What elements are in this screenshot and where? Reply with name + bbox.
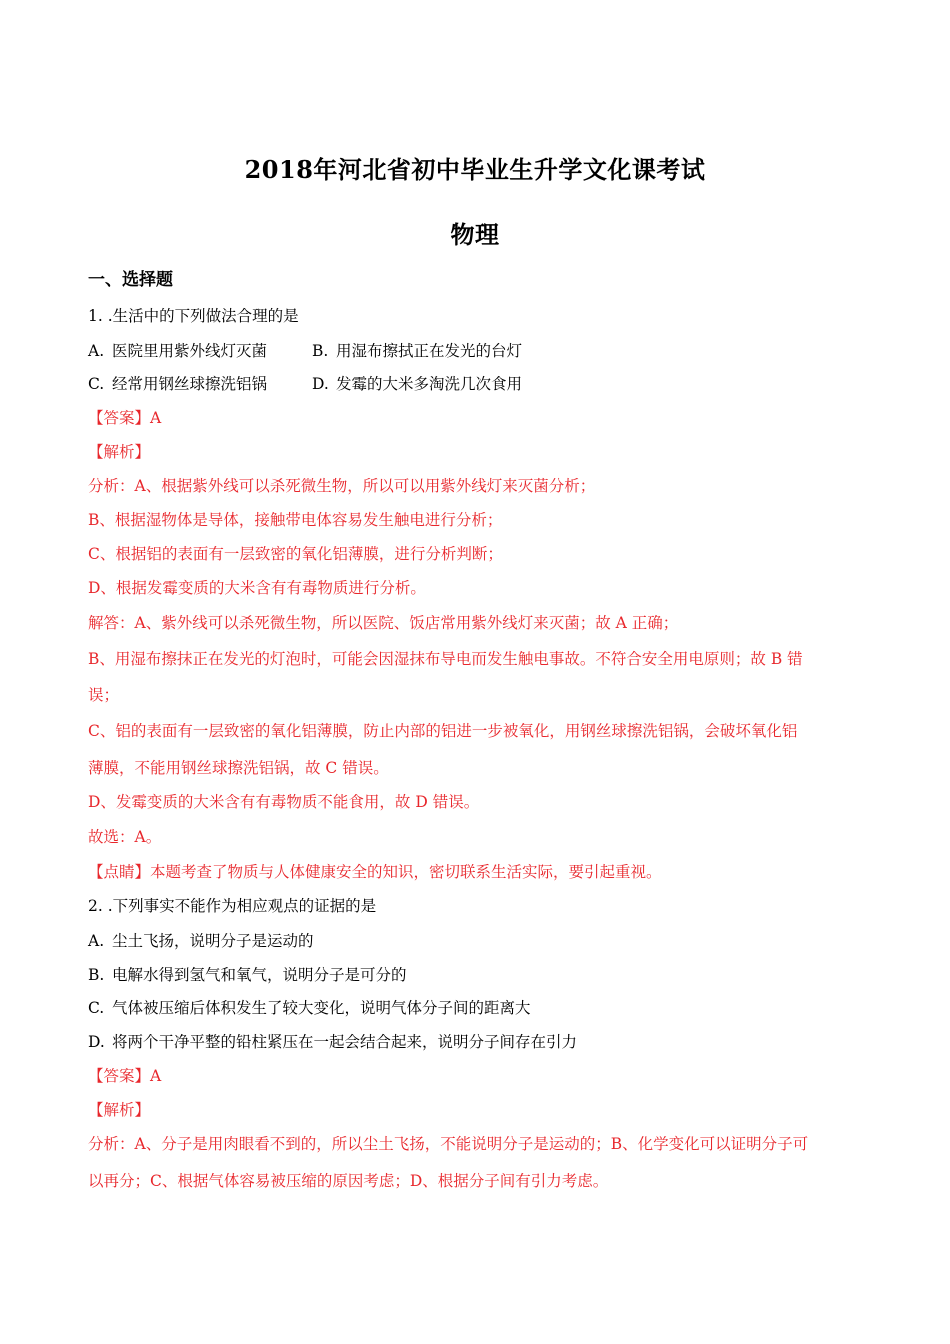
- question-2-option-d: [88, 1032, 577, 1052]
- comment-label: 【点睛】: [88, 863, 151, 881]
- option-d-text: 将两个干净平整的铅柱紧压在一起会结合起来，说明分子间存在引力: [112, 1033, 578, 1051]
- option-b-letter: B.: [312, 342, 329, 360]
- question-1-choice: 故选：A。: [88, 828, 162, 846]
- question-1-comment: [88, 862, 662, 882]
- analysis-line: 以再分；C、根据气体容易被压缩的原因考虑；D、根据分子间有引力考虑。: [88, 1172, 609, 1190]
- option-c-letter: C.: [88, 375, 105, 393]
- option-d-text: 发霉的大米多淘洗几次食用: [336, 375, 523, 393]
- option-c-text: 气体被压缩后体积发生了较大变化，说明气体分子间的距离大: [112, 999, 531, 1017]
- analysis-line: C、根据铝的表面有一层致密的氧化铝薄膜，进行分析判断；: [88, 545, 503, 563]
- question-1-answer: 【答案】A: [88, 409, 162, 427]
- analysis-line: D、根据发霉变质的大米含有有毒物质进行分析。: [88, 579, 426, 597]
- analysis-line: 误；: [88, 686, 120, 704]
- analysis-line: 分析：A、分子是用肉眼看不到的，所以尘土飞扬，不能说明分子是运动的；B、化学变化可以证明分子可: [88, 1135, 809, 1153]
- analysis-line: C、铝的表面有一层致密的氧化铝薄膜，防止内部的铝进一步被氧化，用钢丝球擦洗铝锅，会破坏氧化铝: [88, 722, 798, 740]
- question-1-analysis-label: 【解析】: [88, 443, 151, 461]
- question-1-options-row-2: [88, 374, 588, 394]
- option-a-letter: A.: [88, 932, 105, 950]
- option-d: [312, 374, 522, 394]
- option-a-text: 医院里用紫外线灯灭菌: [112, 342, 268, 360]
- question-2-stem: 2. .下列事实不能作为相应观点的证据的是: [88, 897, 377, 915]
- analysis-line: 解答：A、紫外线可以杀死微生物，所以医院、饭店常用紫外线灯来灭菌；故 A 正确；: [88, 614, 679, 632]
- option-b-text: 用湿布擦拭正在发光的台灯: [336, 342, 523, 360]
- option-a-letter: A.: [88, 342, 105, 360]
- option-a-text: 尘土飞扬，说明分子是运动的: [112, 932, 314, 950]
- analysis-line: B、根据湿物体是导体，接触带电体容易发生触电进行分析；: [88, 511, 503, 529]
- document-title: 2018年河北省初中毕业生升学文化课考试: [244, 155, 706, 184]
- question-2-option-a: [88, 931, 314, 951]
- analysis-line: B、用湿布擦抹正在发光的灯泡时，可能会因湿抹布导电而发生触电事故。不符合安全用电原则；故 B 错: [88, 650, 803, 668]
- question-2-analysis-label: 【解析】: [88, 1101, 151, 1119]
- option-d-letter: D.: [312, 375, 329, 393]
- comment-text: 本题考查了物质与人体健康安全的知识，密切联系生活实际，要引起重视。: [150, 863, 662, 881]
- option-c-text: 经常用钢丝球擦洗铝锅: [112, 375, 268, 393]
- question-2-answer: 【答案】A: [88, 1067, 162, 1085]
- section-heading: 一、选择题: [88, 270, 173, 290]
- question-1-options-row-1: [88, 341, 588, 361]
- question-1-stem: 1. .生活中的下列做法合理的是: [88, 307, 299, 325]
- option-b-text: 电解水得到氢气和氧气，说明分子是可分的: [112, 966, 407, 984]
- analysis-line: D、发霉变质的大米含有有毒物质不能食用，故 D 错误。: [88, 793, 480, 811]
- subject-title: 物理: [450, 220, 500, 249]
- option-b: [312, 341, 522, 361]
- question-2-option-b: [88, 965, 407, 985]
- analysis-line: 分析：A、根据紫外线可以杀死微生物，所以可以用紫外线灯来灭菌分析；: [88, 477, 596, 495]
- analysis-line: 薄膜，不能用钢丝球擦洗铝锅，故 C 错误。: [88, 759, 389, 777]
- option-c-letter: C.: [88, 999, 105, 1017]
- question-2-option-c: [88, 998, 531, 1018]
- option-b-letter: B.: [88, 966, 105, 984]
- option-d-letter: D.: [88, 1033, 105, 1051]
